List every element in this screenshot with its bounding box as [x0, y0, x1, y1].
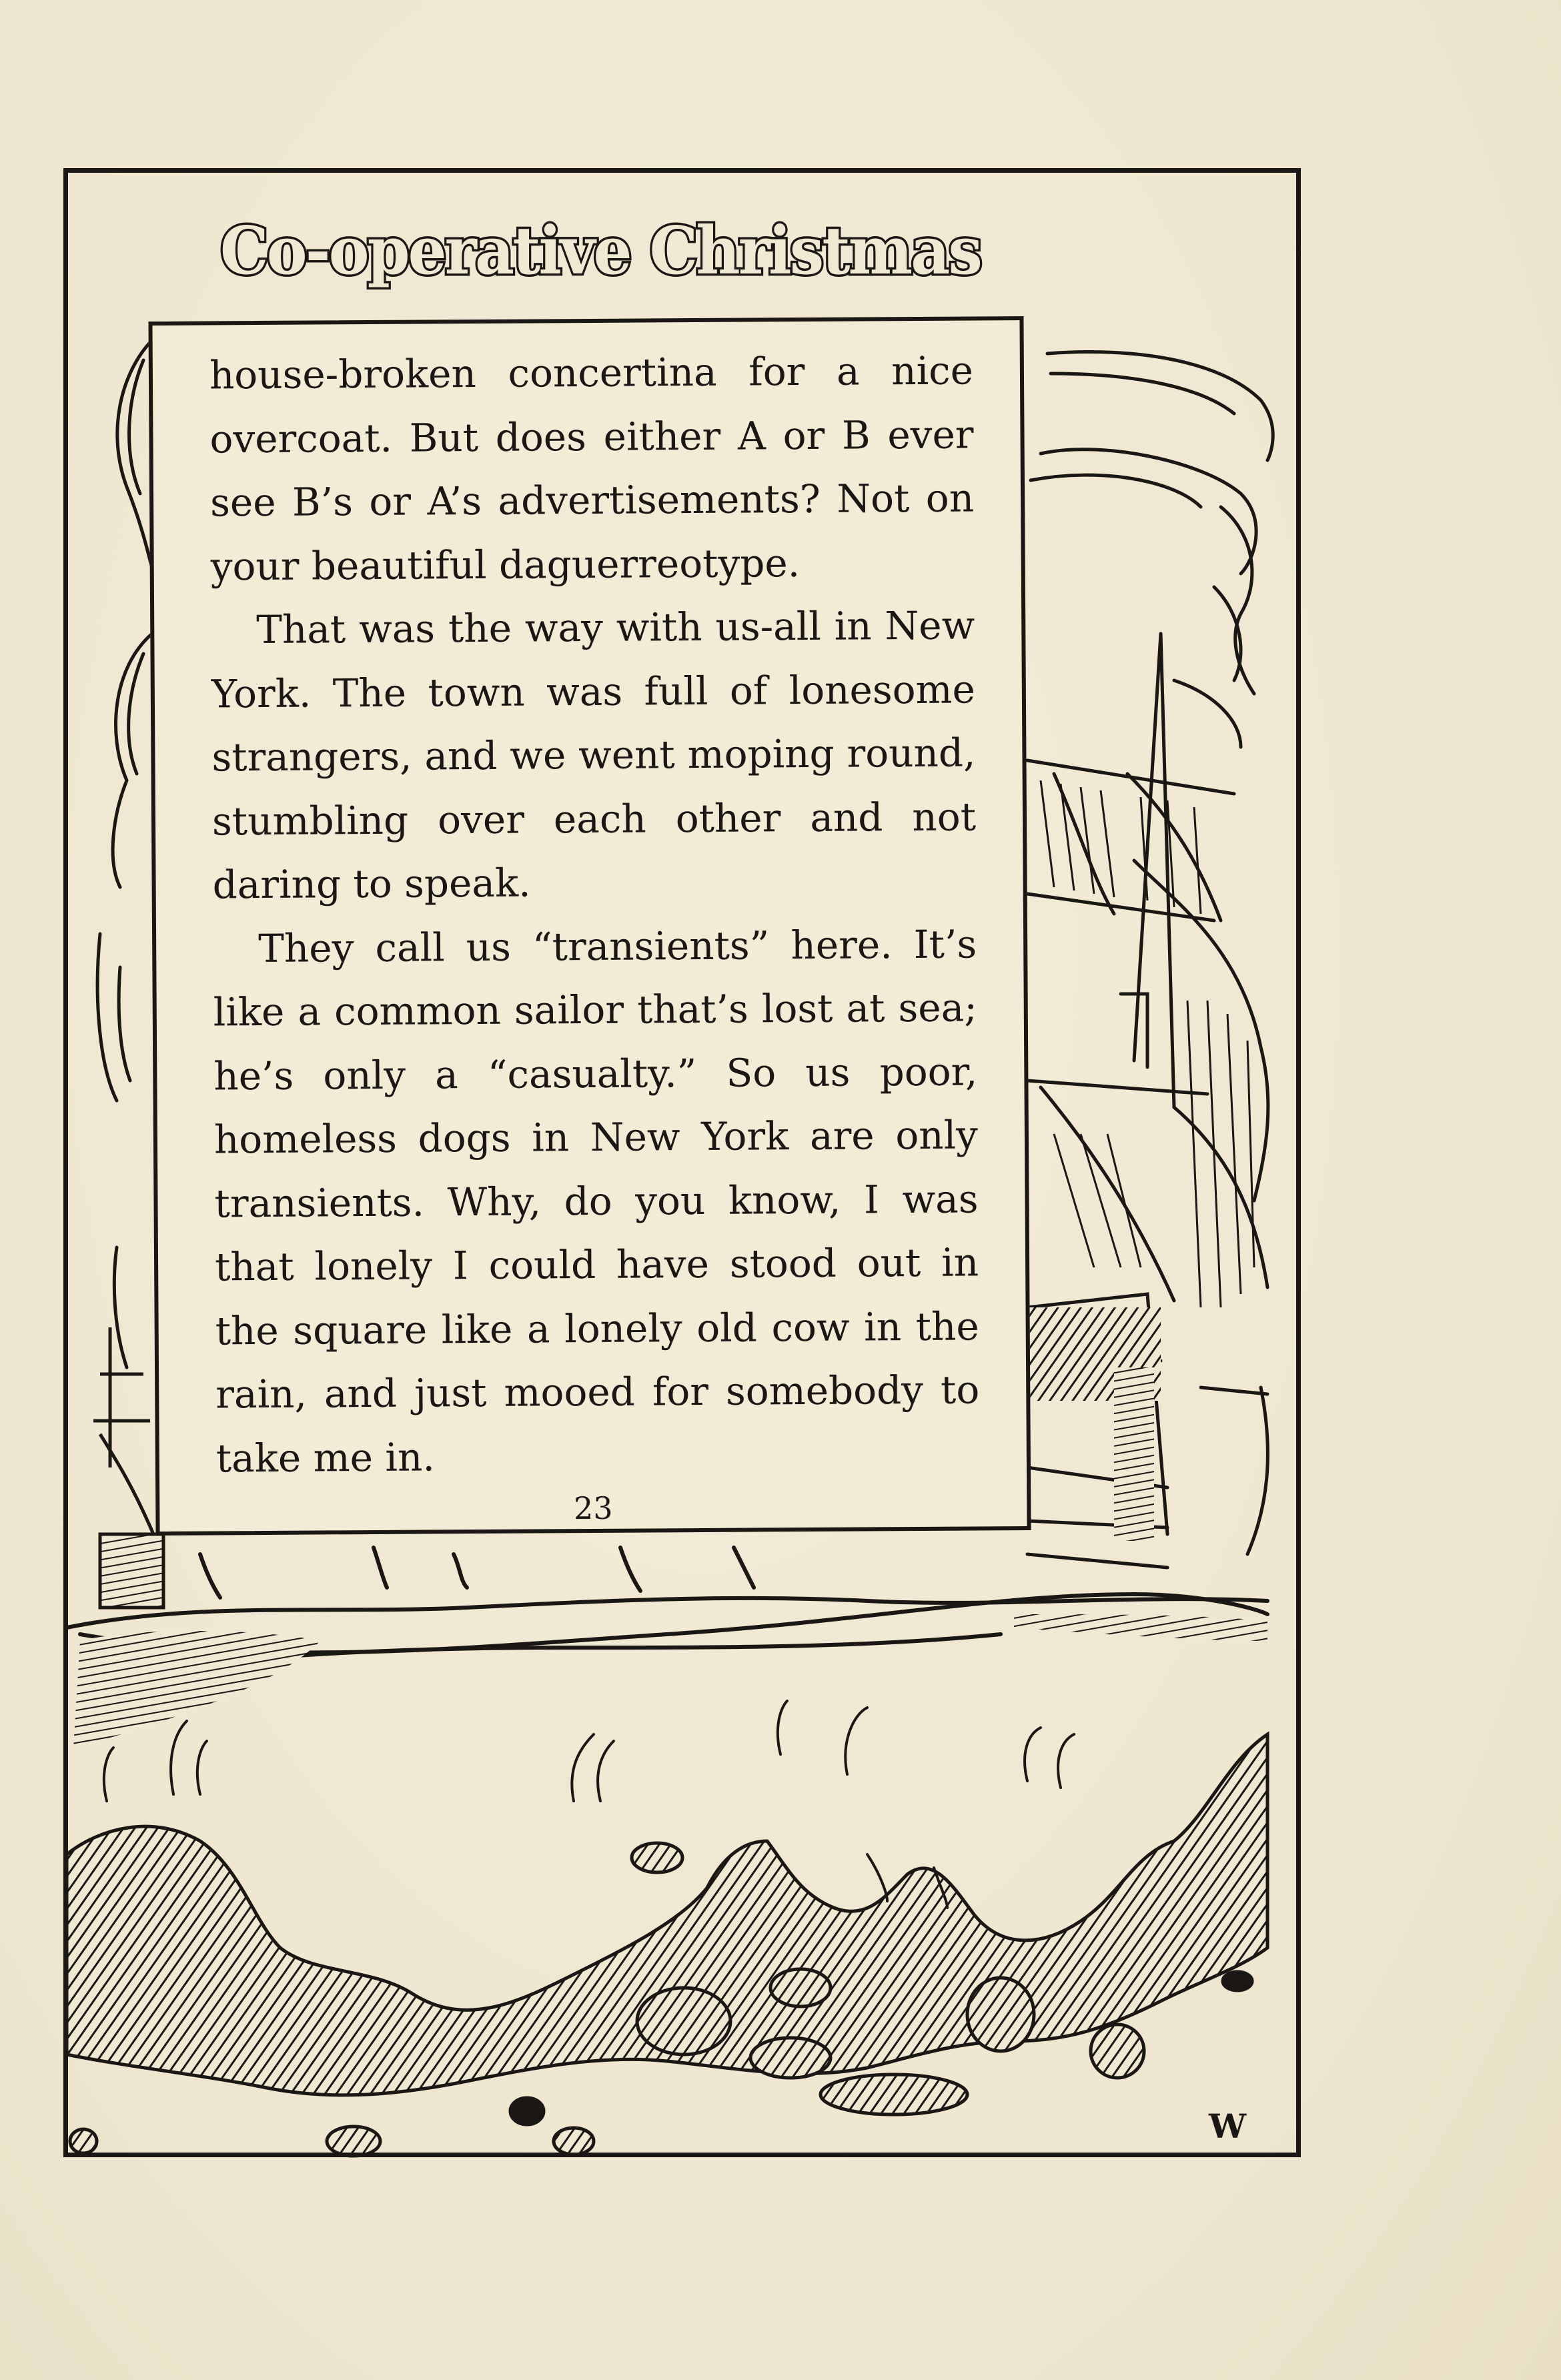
- text-panel: [148, 316, 1031, 1536]
- page-number: 23: [573, 1490, 613, 1527]
- paragraph-1: house-broken concertina for a nice overcoat. But does either A or B ever see B’s or A’s advertisements? Not on your beautiful daguerreotype.: [209, 348, 975, 589]
- header-title-text: Co-operative Christmas: [220, 213, 981, 289]
- paragraph-2: That was the way with us-all in New York. The town was full of lonesome strangers, and we went moping round, stumbling over each other and not daring to speak.: [211, 602, 977, 908]
- paragraph-3: They call us “transients” here. It’s like a common sailor that’s lost at sea; he’s only a “casualty.” So us poor, homeless dogs in New York are only transients. Why, do you know, I was that lonely I could have stood out in the square like a lonely old cow in the rain, and just mooed for somebody to take me in.: [213, 921, 980, 1481]
- artist-monogram: W: [1209, 2107, 1247, 2146]
- header-title: [220, 200, 987, 300]
- body-text: [209, 339, 980, 1490]
